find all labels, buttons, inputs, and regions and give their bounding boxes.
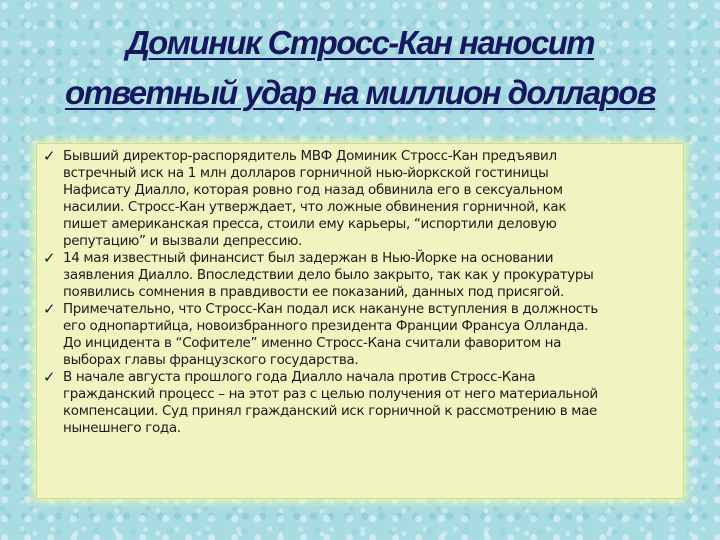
list-item [43, 148, 663, 250]
bullet-text: 14 мая известный финансист был задержан в Нью-Йорке на основании заявления Диалло. Впоследствии дело было закрыто, так как у прокуратуры появились сомнения в правдивости ее показаний, данных под присягой. [63, 250, 594, 300]
bullet-text: В начале августа прошлого года Диалло начала против Стросс-Кана гражданский процесс – на этот раз с целью получения от него материальной компенсации. Суд принял гражданский иск горничной к рассмотрению в мае нынешнего года. [63, 369, 598, 436]
content-box [36, 143, 684, 499]
checkmark-icon: ✓ [43, 368, 56, 386]
list-item [43, 250, 663, 301]
list-item [43, 369, 663, 437]
bullet-list [43, 148, 663, 437]
checkmark-icon: ✓ [43, 249, 56, 267]
slide-title [0, 18, 720, 118]
checkmark-icon: ✓ [43, 300, 56, 318]
bullet-text: Бывший директор-распорядитель МВФ Доминик Стросс-Кан предъявил встречный иск на 1 млн долларов горничной нью-йоркской гостиницы Нафисату Диалло, которая ровно год назад обвинила его в сексуальном насилии. Стросс-Кан утверждает, что ложные обвинения горничной, как пишет американская пресса, стоили ему карьеры, “испортили деловую репутацию” и вызвали депрессию. [63, 148, 567, 249]
bullet-text: Примечательно, что Стросс-Кан подал иск накануне вступления в должность его однопартийца, новоизбранного президента Франции Франсуа Олланда. До инцидента в “Софителе” именно Стросс-Кана считали фаворитом на выборах главы французского государства. [63, 301, 598, 368]
slide-title-line-1: Доминик Стросс-Кан наносит [125, 24, 595, 61]
slide-title-line-2: ответный удар на миллион долларов [64, 74, 656, 111]
checkmark-icon: ✓ [43, 147, 56, 165]
list-item [43, 301, 663, 369]
